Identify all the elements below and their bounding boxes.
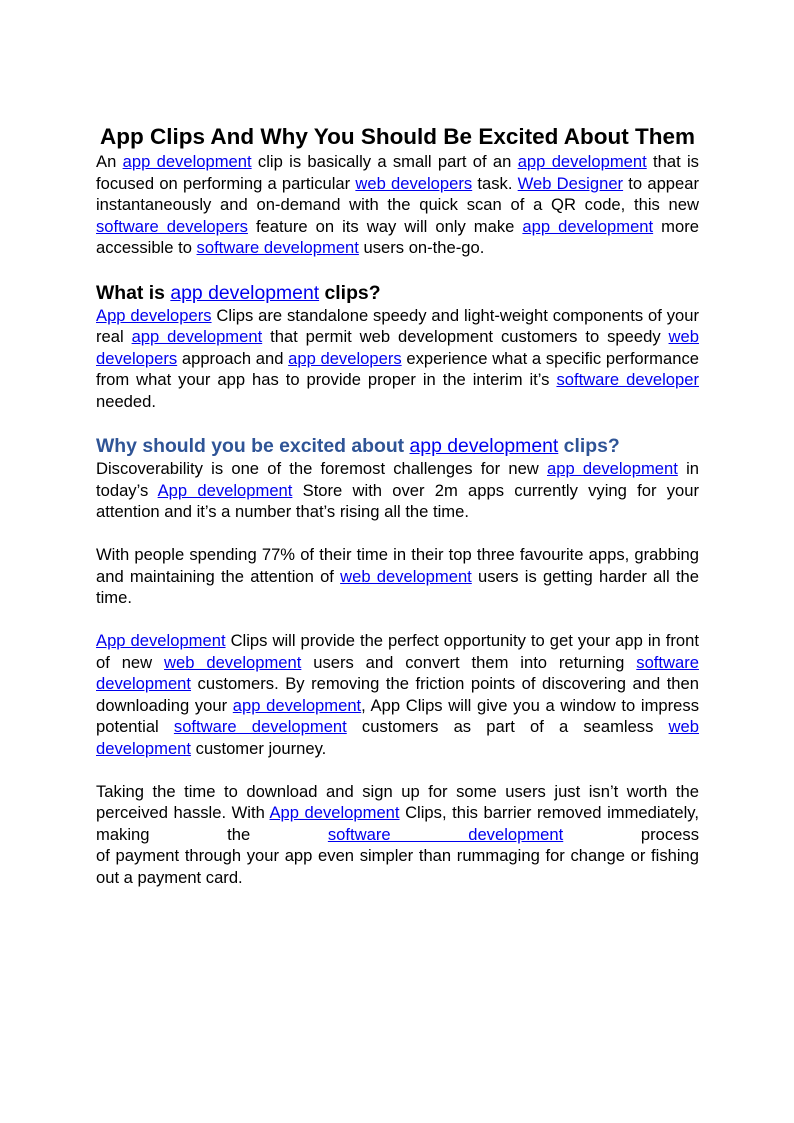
link-web-designer[interactable]: Web Designer <box>517 173 624 193</box>
heading-text: Why should you be excited about <box>96 435 410 457</box>
intro-text-1: An <box>96 152 123 171</box>
link-web-development[interactable]: web development <box>340 566 472 586</box>
paragraph-text: process <box>563 824 700 844</box>
intro-text-5: to appear instantaneously and on-demand with the quick scan of a QR code, this new <box>96 173 700 214</box>
intro-paragraph <box>96 151 699 259</box>
paragraph-text: customers as part of a seamless <box>346 717 669 736</box>
section-heading-what-is <box>96 281 699 305</box>
link-app-development[interactable]: app development <box>522 216 654 236</box>
link-software-development[interactable]: software development <box>196 238 359 257</box>
paragraph-text: of payment through your app even simpler than rummaging for change or fishing out a payment card. <box>96 846 699 887</box>
paragraph-text: users is getting harder all the time. <box>96 566 700 607</box>
spacer <box>96 412 699 434</box>
intro-text-7: more accessible to <box>96 216 699 257</box>
paragraph-text: Clips will provide the perfect opportunity to get your app in front of new <box>96 631 699 672</box>
heading-text: clips? <box>319 281 381 304</box>
section2-paragraph-4 <box>96 781 699 846</box>
paragraph-text: , App Clips will give you a window to impress potential <box>96 695 699 736</box>
link-software-development[interactable]: software development <box>327 824 564 844</box>
intro-text-4: task. <box>472 173 518 193</box>
paragraph-text: With people spending 77% of their time in their top three favourite apps, grabbing and maintaining the attention of <box>96 545 699 586</box>
link-app-development[interactable]: app development <box>232 695 362 715</box>
section2-paragraph-4-continued <box>96 845 699 888</box>
link-web-development[interactable]: web development <box>96 717 699 758</box>
spacer <box>96 523 699 545</box>
document-body <box>96 123 699 888</box>
intro-text-3: that is focused on performing a particular <box>96 152 699 193</box>
paragraph-text: experience what a specific performance from what your app has to provide proper in the interim it’s <box>96 348 699 389</box>
spacer <box>96 259 699 281</box>
link-software-development[interactable]: software development <box>96 652 699 693</box>
spacer <box>96 609 699 631</box>
section-heading-why-excited <box>96 434 699 458</box>
link-web-developers[interactable]: web developers <box>96 327 699 368</box>
paragraph-text: approach and <box>177 348 289 368</box>
paragraph-text: Clips are standalone speedy and light-weight components of your real <box>96 305 699 346</box>
link-app-development[interactable]: app development <box>170 281 320 304</box>
link-app-development[interactable]: App development <box>269 803 400 822</box>
link-software-developer[interactable]: software developer <box>556 370 699 389</box>
intro-text-6: feature on its way will only make <box>247 216 523 236</box>
paragraph-text: customers. By removing the friction points of discovering and then downloading your <box>96 674 699 715</box>
spacer <box>96 759 699 781</box>
link-app-development[interactable]: app development <box>409 435 559 457</box>
link-web-developers[interactable]: web developers <box>355 173 473 193</box>
link-app-development[interactable]: app development <box>517 152 647 171</box>
section2-paragraph-1 <box>96 458 699 523</box>
link-app-development[interactable]: app development <box>546 459 678 478</box>
paragraph-text: Store with over 2m apps currently vying for your attention and it’s a number that’s rising all the time. <box>96 480 699 521</box>
paragraph-text: needed. <box>96 391 156 411</box>
section2-paragraph-2 <box>96 544 699 609</box>
link-web-development[interactable]: web development <box>164 652 302 672</box>
heading-text: clips? <box>558 435 620 457</box>
paragraph-text: in today’s <box>96 459 699 500</box>
link-software-development[interactable]: software development <box>173 717 347 736</box>
link-app-developers[interactable]: App developers <box>96 305 212 325</box>
paragraph-text: users and convert them into returning <box>301 652 637 672</box>
link-app-development[interactable]: app development <box>131 327 263 346</box>
link-software-developers[interactable]: software developers <box>96 216 248 236</box>
section2-paragraph-3 <box>96 630 699 759</box>
link-app-development[interactable]: App development <box>96 631 226 650</box>
paragraph-text: Discoverability is one of the foremost challenges for new <box>96 459 547 478</box>
paragraph-text: Clips, this barrier removed immediately, making the <box>96 803 699 844</box>
link-app-development[interactable]: app development <box>122 152 252 171</box>
heading-text: What is <box>96 281 171 304</box>
page-title: App Clips And Why You Should Be Excited About Them <box>100 124 695 149</box>
intro-text-2: clip is basically a small part of an <box>251 152 518 171</box>
paragraph-text: that permit web development customers to speedy <box>262 327 669 346</box>
link-app-development[interactable]: App development <box>157 480 293 500</box>
link-app-developers[interactable]: app developers <box>288 348 402 368</box>
paragraph-text: Taking the time to download and sign up for some users just isn’t worth the perceived hassle. With <box>96 781 699 822</box>
intro-text-8: users on-the-go. <box>358 238 485 257</box>
section1-paragraph <box>96 305 699 413</box>
paragraph-text: customer journey. <box>191 738 327 758</box>
